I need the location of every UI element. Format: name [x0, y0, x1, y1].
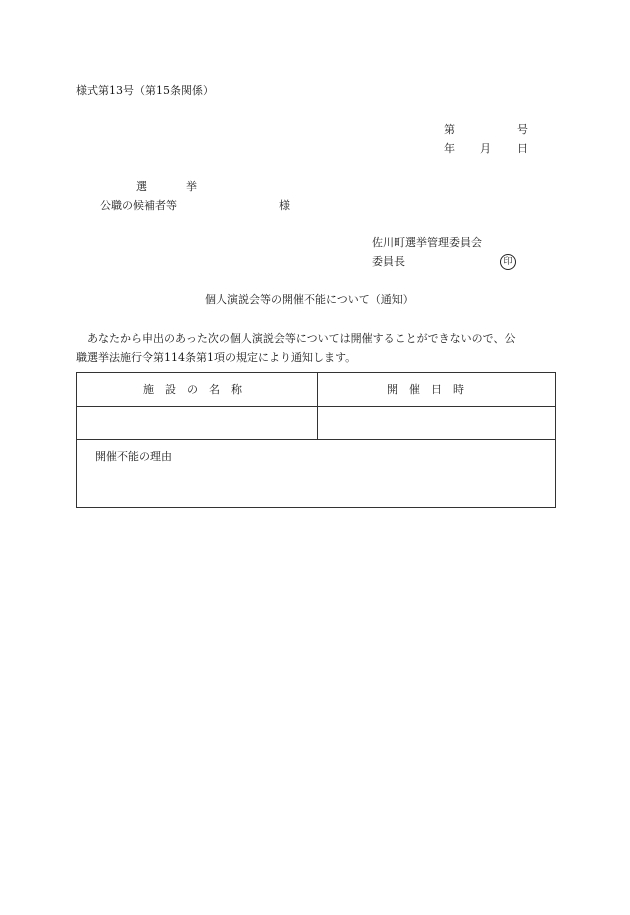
committee-name: 佐川町選挙管理委員会 — [372, 236, 482, 249]
reason-label: 開催不能の理由 — [95, 450, 172, 463]
notice-table — [76, 372, 556, 508]
facility-name-header: 施 設 の 名 称 — [143, 383, 242, 396]
chair-label: 委員長 — [372, 255, 405, 268]
election-char-2: 挙 — [186, 180, 197, 193]
number-label-go: 号 — [517, 123, 528, 136]
form-number: 様式第13号（第15条関係） — [76, 84, 214, 97]
election-char-1: 選 — [136, 180, 147, 193]
body-line-2: 職選挙法施行令第114条第1項の規定により通知します。 — [76, 351, 357, 364]
body-text — [76, 329, 558, 367]
table-value-row — [77, 406, 555, 440]
seal-stamp: 印 — [500, 254, 516, 270]
table-column-divider — [317, 373, 318, 439]
date-day-label: 日 — [517, 142, 528, 155]
candidate-label: 公職の候補者等 — [100, 199, 177, 212]
date-month-label: 月 — [480, 142, 491, 155]
number-label-dai: 第 — [444, 123, 455, 136]
table-header-row — [77, 373, 555, 407]
datetime-header: 開 催 日 時 — [387, 383, 464, 396]
honorific: 様 — [279, 199, 290, 212]
body-line-1: あなたから申出のあった次の個人演説会等については開催することができないので、公 — [87, 332, 516, 345]
date-year-label: 年 — [444, 142, 455, 155]
document-title: 個人演説会等の開催不能について（通知） — [205, 293, 414, 306]
